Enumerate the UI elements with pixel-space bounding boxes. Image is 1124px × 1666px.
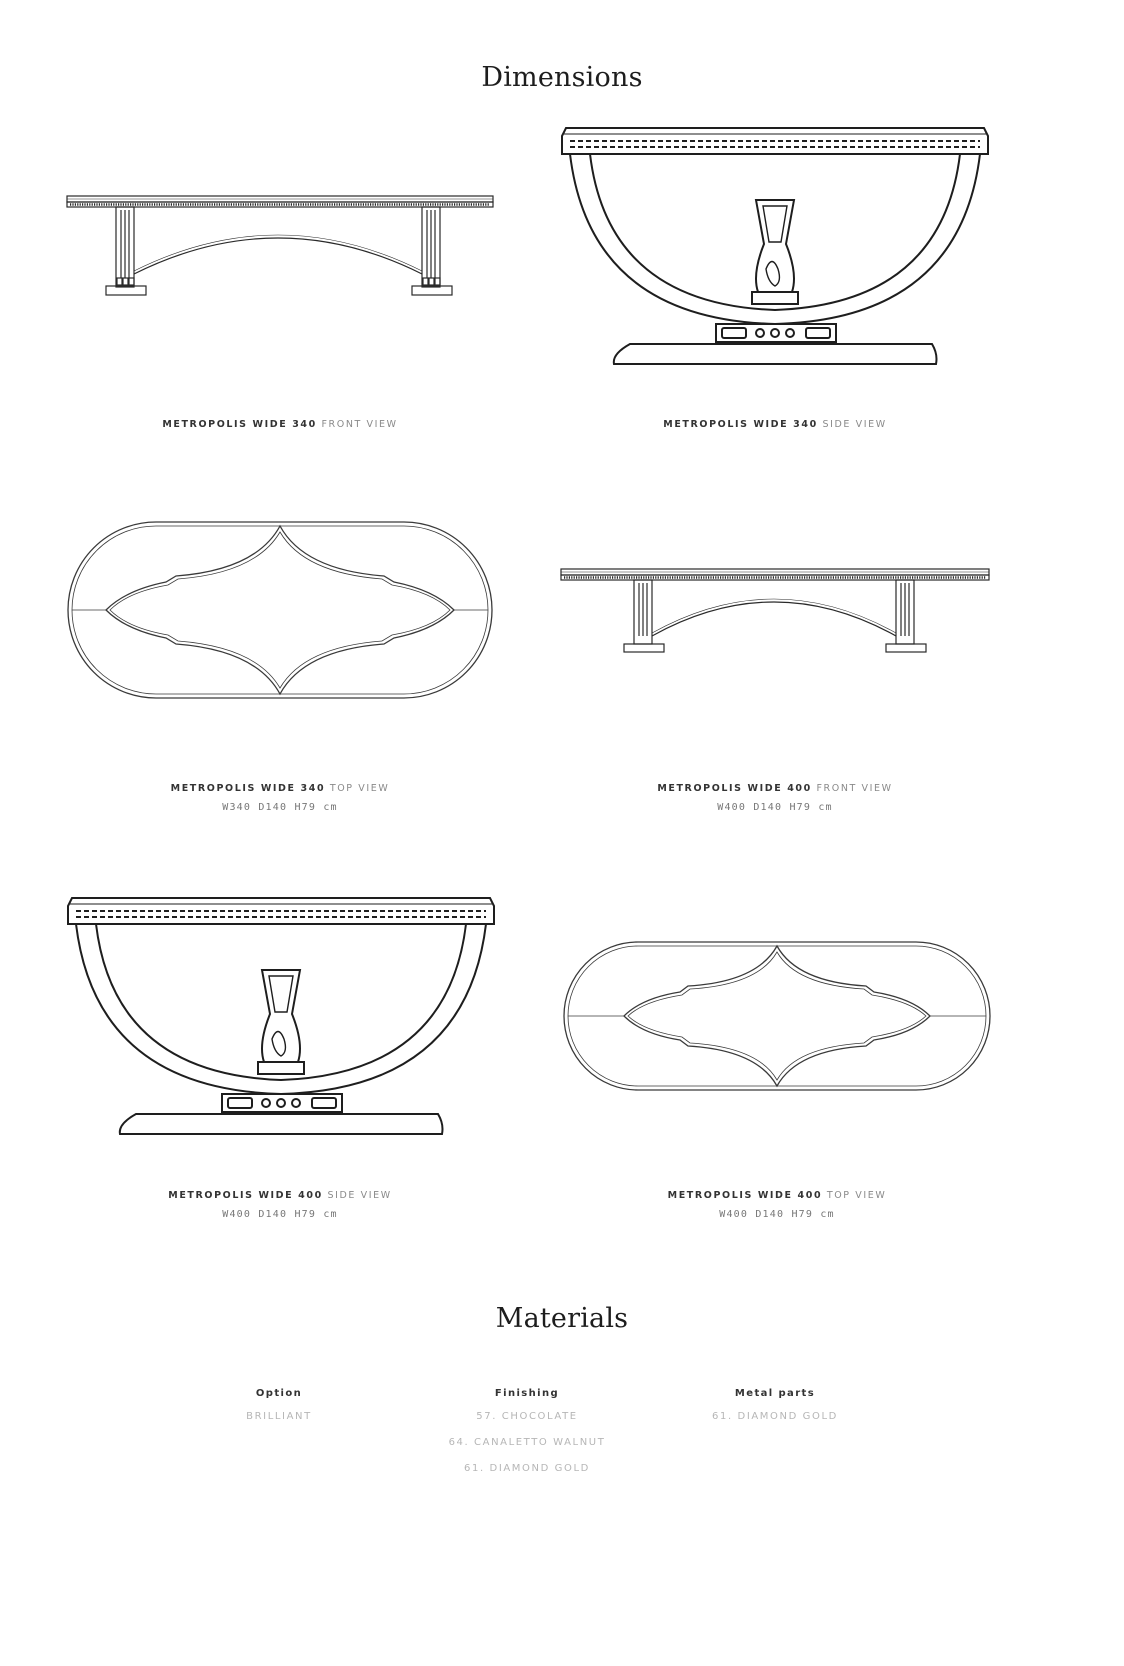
- view-label: SIDE VIEW: [822, 419, 887, 430]
- metal-parts-value: 61. DIAMOND GOLD: [712, 1411, 838, 1422]
- view-label: FRONT VIEW: [321, 419, 398, 430]
- dimensions-400-side: W400 D140 H79 cm: [222, 1209, 338, 1220]
- materials-finishing-column: [397, 1384, 657, 1482]
- view-label: SIDE VIEW: [327, 1190, 392, 1201]
- finishing-heading: Finishing: [494, 1388, 560, 1399]
- metal-parts-heading: Metal parts: [734, 1388, 816, 1399]
- caption-340-front: [20, 418, 540, 432]
- caption-340-side: [515, 418, 1035, 432]
- product-name: METROPOLIS WIDE 400: [657, 783, 812, 794]
- product-name: METROPOLIS WIDE 340: [663, 419, 818, 430]
- dimensions-400-front: W400 D140 H79 cm: [717, 802, 833, 813]
- dimensions-340-top: W340 D140 H79 cm: [222, 802, 338, 813]
- product-name: METROPOLIS WIDE 400: [168, 1190, 323, 1201]
- materials-title: Materials: [495, 1303, 629, 1334]
- top-view-400-drawing: [562, 940, 992, 1092]
- finishing-value: 61. DIAMOND GOLD: [464, 1463, 590, 1474]
- side-view-400-drawing: [66, 894, 496, 1140]
- product-name: METROPOLIS WIDE 400: [667, 1190, 823, 1201]
- caption-400-side: [20, 1189, 540, 1203]
- finishing-value: 64. CANALETTO WALNUT: [448, 1437, 606, 1448]
- product-name: METROPOLIS WIDE 340: [162, 419, 317, 430]
- view-label: TOP VIEW: [826, 1190, 887, 1201]
- view-label: FRONT VIEW: [816, 783, 893, 794]
- caption-340-top: [20, 782, 540, 796]
- dimensions-title: Dimensions: [481, 62, 643, 93]
- caption-400-front: [515, 782, 1035, 796]
- front-view-400-drawing: [560, 566, 990, 654]
- view-label: TOP VIEW: [329, 783, 390, 794]
- side-view-340-drawing: [560, 124, 990, 370]
- top-view-340-drawing: [66, 520, 494, 700]
- product-name: METROPOLIS WIDE 340: [170, 783, 326, 794]
- dimensions-400-top: W400 D140 H79 cm: [719, 1209, 835, 1220]
- materials-option-column: [149, 1384, 409, 1430]
- finishing-value: 57. CHOCOLATE: [476, 1411, 578, 1422]
- front-view-340-drawing: [66, 192, 494, 300]
- option-value: BRILLIANT: [246, 1411, 312, 1422]
- caption-400-top: [517, 1189, 1037, 1203]
- option-heading: Option: [255, 1388, 303, 1399]
- materials-metal-parts-column: [645, 1384, 905, 1430]
